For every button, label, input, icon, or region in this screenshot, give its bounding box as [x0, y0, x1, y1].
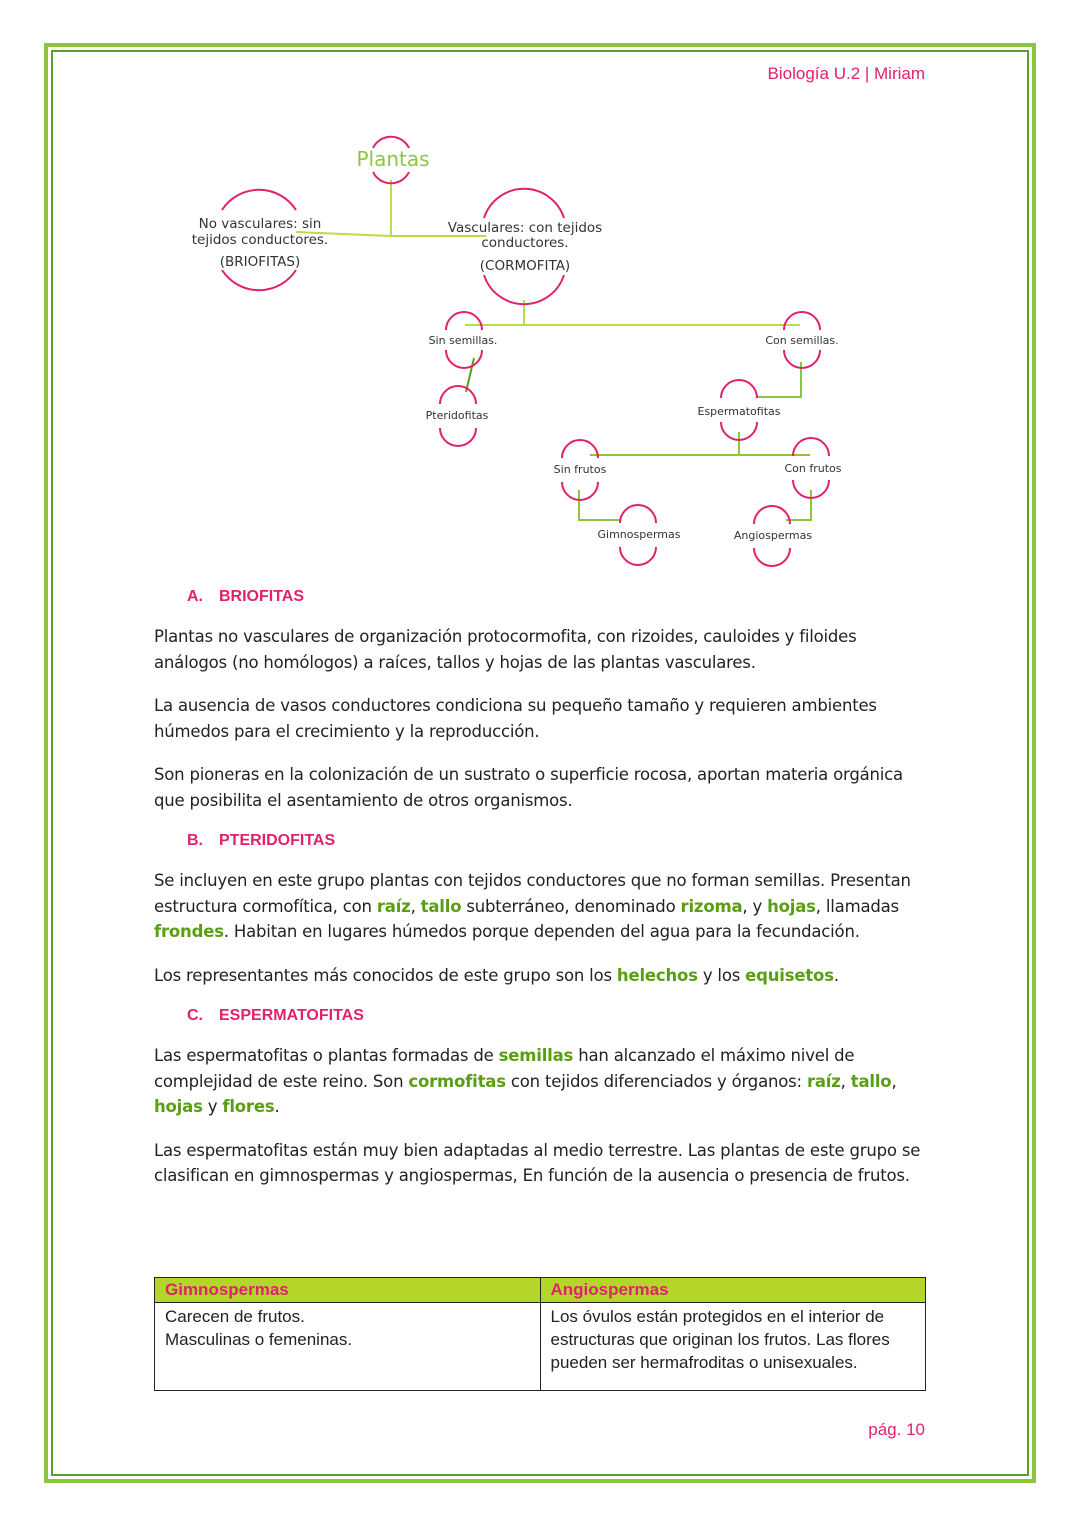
pteridofitas-paragraph-2: Los representantes más conocidos de este grupo son los helechos y los equisetos. [154, 965, 839, 985]
table-header-angiospermas: Angiospermas [540, 1278, 926, 1303]
briofitas-paragraph-1: Plantas no vasculares de organización protocormofita, con rizoides, cauloides y filoides análogos (no homólogos) a raíces, tallos y hojas de las plantas vasculares. [154, 627, 857, 672]
node-con-semillas: Con semillas. [765, 334, 839, 347]
node-sin-frutos: Sin frutos [553, 463, 607, 476]
briofitas-paragraph-2: La ausencia de vasos conductores condiciona su pequeño tamaño y requieren ambientes húmedos para el crecimiento y la reproducción. [154, 696, 877, 741]
node-pteridofitas: Pteridofitas [425, 409, 489, 422]
section-a-letter: A. [187, 588, 203, 605]
section-b-title: PTERIDOFITAS [219, 832, 336, 849]
node-sin-semillas: Sin semillas. [428, 334, 498, 347]
content [154, 584, 926, 1189]
node-plantas: Plantas [356, 147, 430, 171]
node-no-vasculares-line2: tejidos conductores. [191, 232, 329, 248]
node-gimnospermas: Gimnospermas [597, 528, 681, 541]
section-a-title: BRIOFITAS [219, 588, 305, 605]
node-espermatofitas: Espermatofitas [697, 405, 781, 418]
table-cell-gimnospermas [155, 1303, 541, 1391]
node-con-frutos: Con frutos [784, 462, 842, 475]
node-vasculares-line3: (CORMOFITA) [479, 258, 571, 274]
page-number: pág. 10 [868, 1420, 925, 1439]
gimnospermas-line-1: Carecen de frutos. [165, 1307, 305, 1326]
gimnospermas-line-2: Masculinas o femeninas. [165, 1330, 353, 1349]
table-cell-angiospermas: Los óvulos están protegidos en el interior de estructuras que originan los frutos. Las flores pueden ser hermafroditas o unisexuales. [540, 1303, 926, 1391]
section-c-letter: C. [187, 1007, 203, 1024]
table-header-gimnospermas: Gimnospermas [155, 1278, 541, 1303]
node-no-vasculares-line3: (BRIOFITAS) [219, 254, 301, 270]
espermatofitas-paragraph-2: Las espermatofitas están muy bien adaptadas al medio terrestre. Las plantas de este grupo se clasifican en gimnospermas y angiospermas, En función de la ausencia o presencia de frutos. [154, 1140, 921, 1185]
node-no-vasculares-line1: No vasculares: sin [198, 216, 322, 232]
section-b-letter: B. [187, 832, 203, 849]
node-vasculares-line2: conductores. [481, 235, 569, 251]
section-c-title: ESPERMATOFITAS [219, 1007, 364, 1024]
node-angiospermas: Angiospermas [733, 529, 813, 542]
table-header-row [155, 1278, 926, 1303]
section-c-heading [187, 1007, 926, 1025]
table-row [155, 1303, 926, 1391]
section-b-heading [187, 832, 926, 850]
diagram-arcs [219, 137, 829, 566]
page-header: Biología U.2 | Miriam [767, 64, 925, 83]
plant-classification-diagram [0, 0, 1080, 580]
pteridofitas-paragraph-1: Se incluyen en este grupo plantas con tejidos conductores que no forman semillas. Presentan estructura cormofítica, con raíz, tallo subterráneo, denominado rizoma, y hojas, llamadas frondes. Habitan en lugares húmedos porque dependen del agua para la fecundación. [154, 871, 911, 941]
briofitas-paragraph-3: Son pioneras en la colonización de un sustrato o superficie rocosa, aportan materia orgánica que posibilita el asentamiento de otros organismos. [154, 765, 903, 810]
section-a-heading [187, 588, 926, 606]
espermatofitas-paragraph-1: Las espermatofitas o plantas formadas de semillas han alcanzado el máximo nivel de complejidad de este reino. Son cormofitas con tejidos diferenciados y órganos: raíz, tallo, hojas y flores. [154, 1046, 897, 1116]
node-vasculares-line1: Vasculares: con tejidos [447, 220, 603, 236]
comparison-table [154, 1277, 926, 1391]
